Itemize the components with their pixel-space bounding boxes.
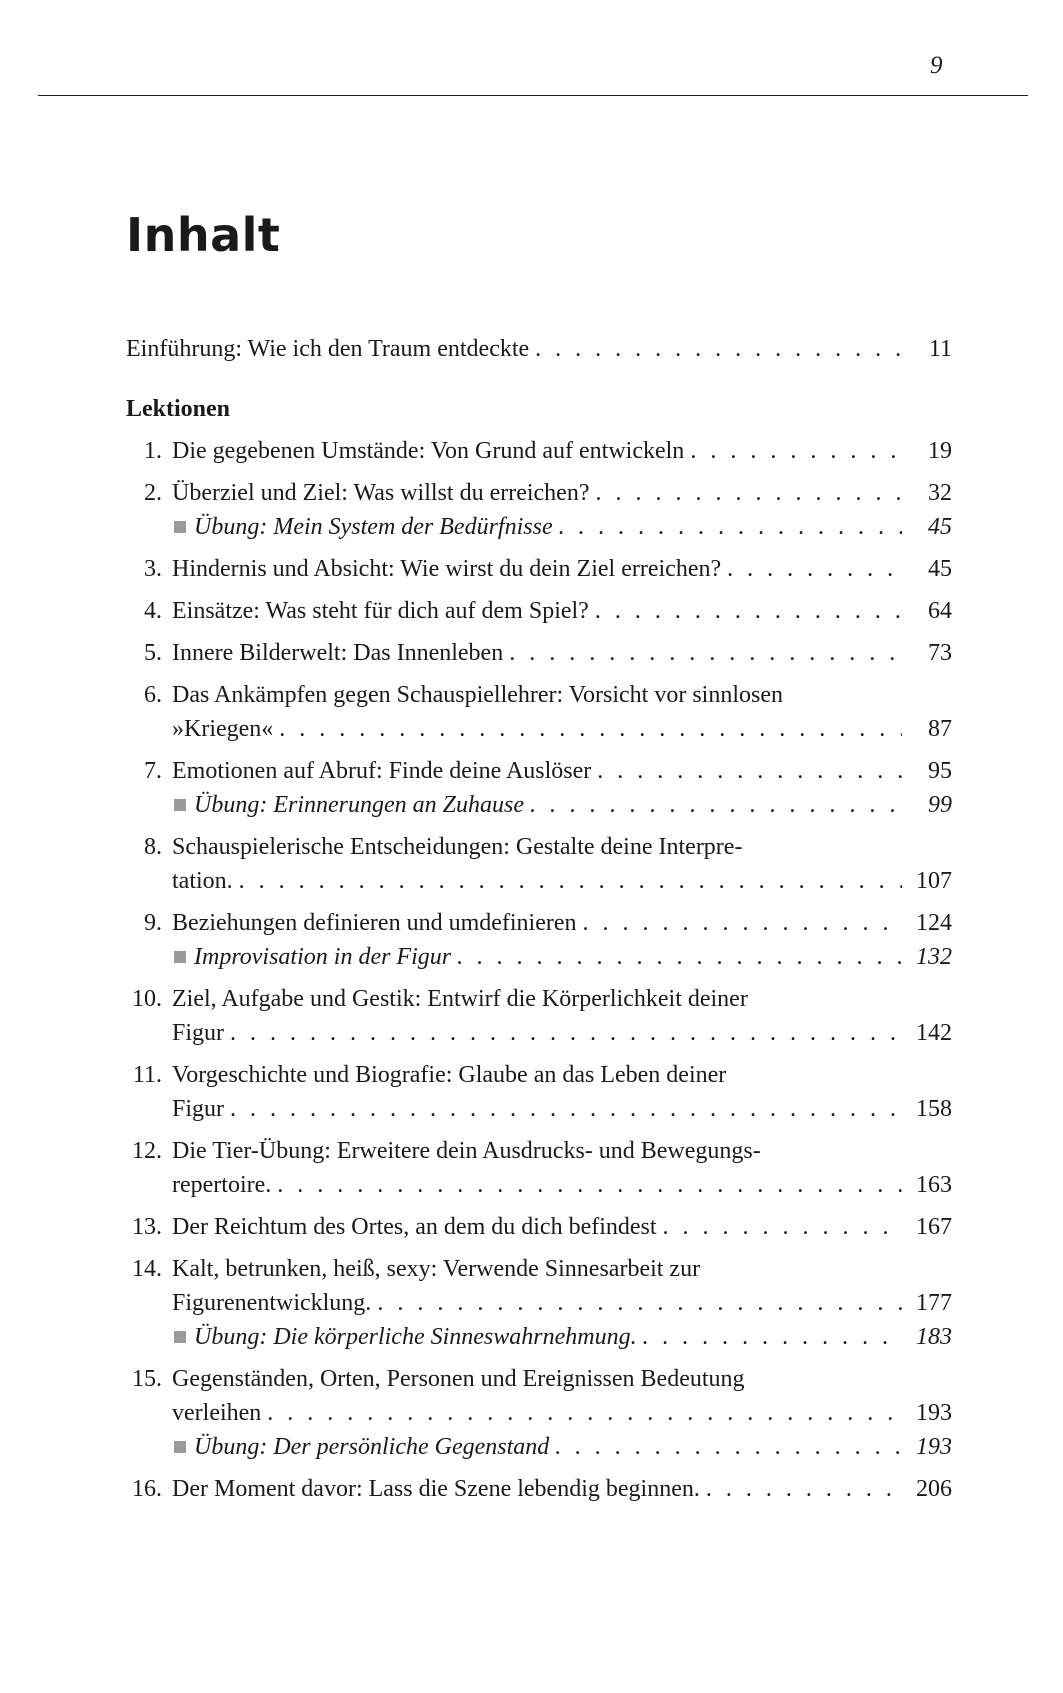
square-bullet-icon — [174, 1331, 186, 1343]
leader-dots — [583, 906, 902, 940]
toc-entry-body — [172, 1252, 952, 1354]
toc-entry-title-line: Kalt, betrunken, heiß, sexy: Verwende Sinnesarbeit zur — [172, 1256, 701, 1282]
toc-entry-body — [172, 636, 952, 670]
toc-entry[interactable] — [126, 1472, 952, 1506]
toc-entry-label: repertoire. — [172, 1172, 272, 1198]
toc-page-number: 167 — [916, 1214, 952, 1240]
leader-dots — [690, 434, 902, 468]
toc-page-number: 193 — [916, 1400, 952, 1426]
toc-entries-list — [126, 434, 952, 1506]
toc-exercise-label — [174, 788, 524, 822]
toc-page-number: 73 — [928, 640, 952, 666]
toc-exercise-label — [174, 510, 553, 544]
toc-entry[interactable] — [126, 552, 952, 586]
toc-entry-number: 4. — [144, 598, 162, 624]
toc-entry-number: 11. — [132, 1062, 162, 1088]
toc-entry-label: Der Reichtum des Ortes, an dem du dich befindest — [172, 1214, 657, 1240]
toc-entry-body — [172, 1058, 952, 1126]
toc-page-number: 19 — [928, 438, 952, 464]
toc-entry-row — [172, 476, 952, 510]
toc-exercise-row[interactable] — [172, 940, 952, 974]
page-title: Inhalt — [126, 208, 281, 262]
leader-dots — [530, 788, 902, 822]
toc-entry-label: Innere Bilderwelt: Das Innenleben — [172, 640, 504, 666]
toc-page-number: 163 — [916, 1172, 952, 1198]
toc-entry-label: Einführung: Wie ich den Traum entdeckte — [126, 336, 530, 362]
toc-entry-row — [172, 1168, 952, 1202]
leader-dots — [230, 1016, 902, 1050]
toc-page-number: 45 — [928, 556, 952, 582]
toc-entry-label: Einsätze: Was steht für dich auf dem Spiel? — [172, 598, 589, 624]
leader-dots — [457, 940, 902, 974]
toc-exercise-text: Übung: Der persönliche Gegenstand — [194, 1434, 550, 1460]
leader-dots — [509, 636, 902, 670]
leader-dots — [277, 1168, 902, 1202]
toc-entry-row — [172, 636, 952, 670]
toc-entry-label: Die gegebenen Umstände: Von Grund auf entwickeln — [172, 438, 685, 464]
toc-entry-title-line: Ziel, Aufgabe und Gestik: Entwirf die Körperlichkeit deiner — [172, 986, 748, 1012]
toc-entry-body — [172, 830, 952, 898]
toc-entry[interactable] — [126, 754, 952, 822]
leader-dots — [267, 1396, 902, 1430]
leader-dots — [727, 552, 902, 586]
toc-page-number: 32 — [928, 480, 952, 506]
toc-entry-row — [172, 1210, 952, 1244]
toc-entry-body — [172, 1362, 952, 1464]
toc-entry[interactable] — [126, 1134, 952, 1202]
toc-entry-row — [172, 552, 952, 586]
toc-exercise-label — [174, 1430, 549, 1464]
toc-page-number: 124 — [916, 910, 952, 936]
toc-entry-body — [172, 906, 952, 974]
square-bullet-icon — [174, 1441, 186, 1453]
leader-dots — [279, 712, 902, 746]
toc-exercise-row[interactable] — [172, 510, 952, 544]
toc-entry-number: 15. — [132, 1366, 162, 1392]
toc-entry-number: 16. — [132, 1476, 162, 1502]
toc-entry-body — [172, 594, 952, 628]
toc-entry[interactable] — [126, 830, 952, 898]
toc-intro-row[interactable] — [126, 332, 952, 366]
toc-entry-title-line: Das Ankämpfen gegen Schauspiellehrer: Vorsicht vor sinnlosen — [172, 682, 783, 708]
toc-exercise-row[interactable] — [172, 1430, 952, 1464]
toc-exercise-row[interactable] — [172, 1320, 952, 1354]
toc-entry-label: Überziel und Ziel: Was willst du erreichen? — [172, 480, 590, 506]
toc-entry-number: 9. — [144, 910, 162, 936]
toc-page-number: 107 — [916, 868, 952, 894]
toc-page-number: 11 — [928, 336, 952, 362]
toc-entry-number: 12. — [132, 1138, 162, 1164]
leader-dots — [535, 332, 902, 366]
toc-entry-label: Hindernis und Absicht: Wie wirst du dein Ziel erreichen? — [172, 556, 722, 582]
leader-dots — [643, 1320, 902, 1354]
square-bullet-icon — [174, 521, 186, 533]
toc-entry[interactable] — [126, 982, 952, 1050]
toc-page-number: 158 — [916, 1096, 952, 1122]
toc-entry-row — [172, 1472, 952, 1506]
toc-entry-number: 2. — [144, 480, 162, 506]
toc-entry-title-line: Schauspielerische Entscheidungen: Gestalte deine Interpre- — [172, 834, 743, 860]
leader-dots — [706, 1472, 902, 1506]
toc-exercise-label — [174, 940, 451, 974]
toc-entry-label: Emotionen auf Abruf: Finde deine Auslöser — [172, 758, 592, 784]
leader-dots — [555, 1430, 902, 1464]
toc-entry[interactable] — [126, 594, 952, 628]
toc-entry-number: 14. — [132, 1256, 162, 1282]
toc-entry-label: verleihen — [172, 1400, 262, 1426]
toc-entry-label: Figur — [172, 1020, 225, 1046]
leader-dots — [597, 754, 902, 788]
toc-entry-number: 7. — [144, 758, 162, 784]
toc-entry-label: tation. — [172, 868, 233, 894]
toc-entry-number: 10. — [132, 986, 162, 1012]
toc-entry-title-line: Die Tier-Übung: Erweitere dein Ausdrucks- und Bewegungs- — [172, 1138, 761, 1164]
square-bullet-icon — [174, 951, 186, 963]
leader-dots — [595, 594, 902, 628]
toc-page-number: 142 — [916, 1020, 952, 1046]
toc-page-number: 183 — [916, 1324, 952, 1350]
toc-entry-body — [172, 982, 952, 1050]
toc-entry-label: Figur — [172, 1096, 225, 1122]
header-rule — [38, 95, 1028, 96]
toc-entry-body — [172, 754, 952, 822]
toc-exercise-text: Improvisation in der Figur — [194, 944, 452, 970]
toc-entry-title-line: Vorgeschichte und Biografie: Glaube an das Leben deiner — [172, 1062, 727, 1088]
toc-entry-number: 6. — [144, 682, 162, 708]
toc-page-number: 45 — [928, 514, 952, 540]
toc-entry[interactable] — [126, 434, 952, 468]
leader-dots — [377, 1286, 902, 1320]
toc-entry-label: Beziehungen definieren und umdefinieren — [172, 910, 577, 936]
page-number: 9 — [930, 52, 943, 79]
toc-entry-number: 8. — [144, 834, 162, 860]
toc-entry-row — [172, 434, 952, 468]
toc-entry-number: 3. — [144, 556, 162, 582]
leader-dots — [595, 476, 902, 510]
toc-entry-body — [172, 552, 952, 586]
toc-entry-body — [172, 1472, 952, 1506]
toc-entry-number: 5. — [144, 640, 162, 666]
toc-entry[interactable] — [126, 476, 952, 544]
leader-dots — [230, 1092, 902, 1126]
toc-exercise-label — [174, 1320, 637, 1354]
toc-entry[interactable] — [126, 678, 952, 746]
toc-entry-number: 1. — [144, 438, 162, 464]
toc-entry-body — [172, 1134, 952, 1202]
toc-page-number: 87 — [928, 716, 952, 742]
leader-dots — [239, 864, 902, 898]
toc-entry-body — [172, 434, 952, 468]
toc-page-number: 193 — [916, 1434, 952, 1460]
square-bullet-icon — [174, 799, 186, 811]
toc-entry-row — [172, 754, 952, 788]
toc-entry-body — [172, 678, 952, 746]
toc-entry-number: 13. — [132, 1214, 162, 1240]
toc-entry-body — [172, 1210, 952, 1244]
toc-exercise-row[interactable] — [172, 788, 952, 822]
toc-page-number: 132 — [916, 944, 952, 970]
toc-entry-label: Der Moment davor: Lass die Szene lebendig beginnen. — [172, 1476, 700, 1502]
leader-dots — [663, 1210, 902, 1244]
toc-entry[interactable] — [126, 636, 952, 670]
toc-entry[interactable] — [126, 906, 952, 974]
toc-page-number: 99 — [928, 792, 952, 818]
leader-dots — [559, 510, 902, 544]
toc-entry-row — [172, 1092, 952, 1126]
toc-entry-label: »Kriegen« — [172, 716, 274, 742]
toc-entry[interactable] — [126, 1210, 952, 1244]
toc-exercise-text: Übung: Erinnerungen an Zuhause — [194, 792, 524, 818]
toc-entry-row — [172, 906, 952, 940]
toc-entry-row — [172, 712, 952, 746]
toc-exercise-text: Übung: Die körperliche Sinneswahrnehmung. — [194, 1324, 637, 1350]
toc-entry[interactable] — [126, 1058, 952, 1126]
toc-entry-row — [172, 864, 952, 898]
toc-entry[interactable] — [126, 1362, 952, 1464]
table-of-contents — [126, 332, 952, 1506]
toc-exercise-text: Übung: Mein System der Bedürfnisse — [194, 514, 553, 540]
section-heading-lektionen: Lektionen — [126, 396, 231, 422]
toc-entry-row — [172, 594, 952, 628]
toc-entry-row — [172, 1016, 952, 1050]
toc-entry[interactable] — [126, 1252, 952, 1354]
toc-entry-title-line: Gegenständen, Orten, Personen und Ereignissen Bedeutung — [172, 1366, 745, 1392]
toc-page-number: 177 — [916, 1290, 952, 1316]
toc-entry-label: Figurenentwicklung. — [172, 1290, 372, 1316]
toc-page-number: 95 — [928, 758, 952, 784]
toc-entry-row — [172, 1286, 952, 1320]
toc-entry-row — [172, 1396, 952, 1430]
toc-page-number: 206 — [916, 1476, 952, 1502]
toc-page-number: 64 — [928, 598, 952, 624]
toc-entry-body — [172, 476, 952, 544]
